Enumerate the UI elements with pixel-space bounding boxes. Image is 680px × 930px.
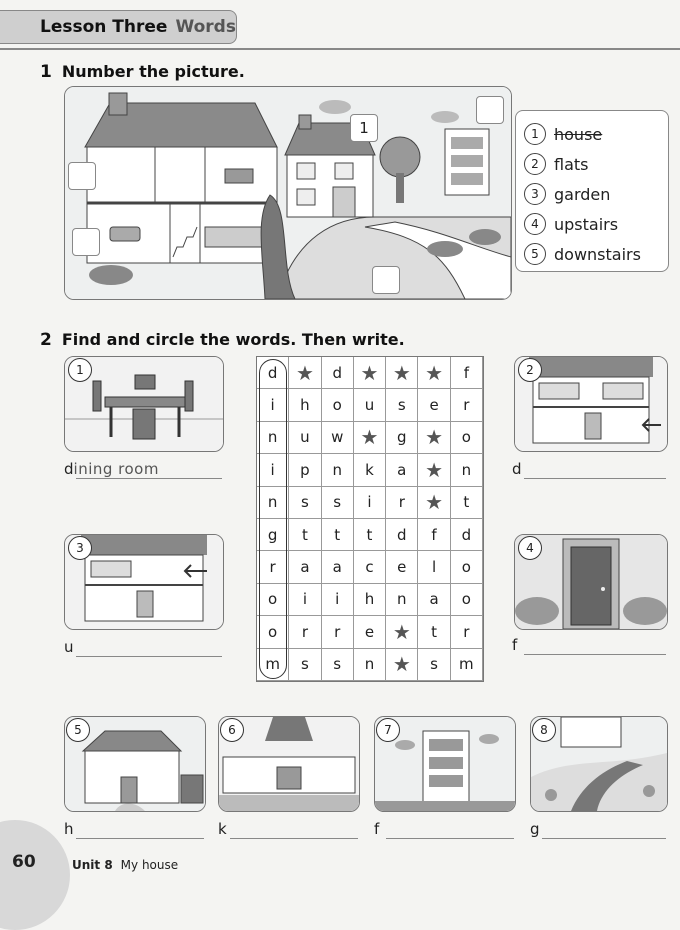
grid-letter[interactable]: p: [289, 454, 321, 486]
page-number: 60: [12, 852, 36, 872]
answer-box-upstairs[interactable]: [68, 162, 96, 190]
star-icon[interactable]: ★: [418, 357, 450, 389]
legend-number: 4: [524, 213, 546, 235]
grid-letter[interactable]: e: [386, 551, 418, 583]
answer-box-house-value: 1: [359, 119, 369, 137]
answer-box-downstairs[interactable]: [72, 228, 100, 256]
legend-number: 5: [524, 243, 546, 265]
grid-letter[interactable]: d: [386, 519, 418, 551]
picture-number: 2: [518, 358, 542, 382]
circled-word-dining-room: [259, 359, 287, 679]
wordsearch-grid: [256, 356, 484, 682]
grid-letter[interactable]: u: [289, 422, 321, 454]
grid-letter[interactable]: h: [354, 584, 386, 616]
picture-number: 6: [220, 718, 244, 742]
grid-letter[interactable]: n: [322, 454, 354, 486]
grid-letter[interactable]: r: [386, 487, 418, 519]
grid-letter[interactable]: i: [289, 584, 321, 616]
picture-number: 5: [66, 718, 90, 742]
grid-letter[interactable]: t: [418, 616, 450, 648]
grid-letter[interactable]: s: [289, 649, 321, 681]
star-icon[interactable]: ★: [418, 422, 450, 454]
grid-letter[interactable]: g: [257, 519, 289, 551]
writing-line: [524, 654, 666, 655]
grid-letter[interactable]: l: [418, 551, 450, 583]
grid-letter[interactable]: i: [257, 389, 289, 421]
grid-letter[interactable]: d: [257, 357, 289, 389]
section1-text: Number the picture.: [61, 62, 245, 81]
word-prefix: f: [512, 636, 518, 654]
grid-letter[interactable]: o: [257, 616, 289, 648]
grid-letter[interactable]: s: [322, 487, 354, 519]
header-rule: [0, 48, 680, 50]
grid-letter[interactable]: n: [257, 487, 289, 519]
footer-unit-label: Unit 8: [72, 858, 113, 872]
legend-word: garden: [554, 184, 611, 204]
footer-unit: [72, 858, 178, 872]
grid-letter[interactable]: e: [418, 389, 450, 421]
section2-text: Find and circle the words. Then write.: [61, 330, 405, 349]
legend-word: house: [554, 124, 603, 144]
grid-letter[interactable]: r: [451, 616, 483, 648]
grid-letter[interactable]: t: [451, 487, 483, 519]
grid-letter[interactable]: s: [418, 649, 450, 681]
legend-item: [524, 243, 641, 265]
grid-letter[interactable]: n: [451, 454, 483, 486]
word-answer: ining room: [73, 460, 159, 478]
word-line-4[interactable]: [512, 636, 517, 654]
picture-number: 7: [376, 718, 400, 742]
legend-number: 1: [524, 123, 546, 145]
legend-number: 3: [524, 183, 546, 205]
legend-item: [524, 183, 610, 205]
house-scene-picture: [64, 86, 512, 300]
grid-letter[interactable]: u: [354, 389, 386, 421]
section-label: Words: [175, 17, 236, 37]
answer-box-flats[interactable]: [476, 96, 504, 124]
word-prefix: u: [64, 638, 74, 656]
lesson-header: [0, 10, 237, 44]
writing-line: [76, 656, 222, 657]
writing-line: [230, 838, 358, 839]
word-line-1[interactable]: [64, 460, 159, 478]
word-line-8[interactable]: [530, 820, 540, 838]
word-line-3[interactable]: [64, 638, 74, 656]
grid-letter[interactable]: f: [451, 357, 483, 389]
star-icon[interactable]: ★: [289, 357, 321, 389]
grid-letter[interactable]: s: [289, 487, 321, 519]
legend-item: [524, 123, 602, 145]
grid-letter[interactable]: r: [451, 389, 483, 421]
grid-letter[interactable]: o: [451, 422, 483, 454]
word-legend: [515, 110, 669, 272]
picture-number: 1: [68, 358, 92, 382]
section1-title: [40, 62, 245, 82]
writing-line: [542, 838, 666, 839]
grid-letter[interactable]: n: [354, 649, 386, 681]
grid-letter[interactable]: a: [289, 551, 321, 583]
answer-box-garden[interactable]: [372, 266, 400, 294]
star-icon[interactable]: ★: [386, 357, 418, 389]
star-icon[interactable]: ★: [354, 422, 386, 454]
grid-letter[interactable]: s: [386, 389, 418, 421]
writing-line: [386, 838, 514, 839]
grid-letter[interactable]: r: [289, 616, 321, 648]
grid-letter[interactable]: w: [322, 422, 354, 454]
writing-line: [76, 478, 222, 479]
grid-letter[interactable]: h: [289, 389, 321, 421]
grid-letter[interactable]: t: [289, 519, 321, 551]
grid-letter[interactable]: g: [386, 422, 418, 454]
word-prefix: d: [64, 460, 74, 478]
grid-letter[interactable]: i: [354, 487, 386, 519]
star-icon[interactable]: ★: [418, 487, 450, 519]
grid-letter[interactable]: r: [322, 616, 354, 648]
answer-box-house[interactable]: [350, 114, 378, 142]
star-icon[interactable]: ★: [354, 357, 386, 389]
word-prefix: d: [512, 460, 522, 478]
grid-letter[interactable]: s: [322, 649, 354, 681]
grid-letter[interactable]: r: [257, 551, 289, 583]
grid-letter[interactable]: o: [257, 584, 289, 616]
section1-number: 1: [40, 62, 52, 82]
grid-letter[interactable]: i: [257, 454, 289, 486]
grid-letter[interactable]: f: [418, 519, 450, 551]
grid-letter[interactable]: e: [354, 616, 386, 648]
section2-title: [40, 330, 405, 350]
star-icon[interactable]: ★: [386, 616, 418, 648]
grid-letter[interactable]: k: [354, 454, 386, 486]
word-prefix: g: [530, 820, 540, 838]
grid-letter[interactable]: n: [386, 584, 418, 616]
grid-letter[interactable]: i: [322, 584, 354, 616]
grid-letter[interactable]: n: [257, 422, 289, 454]
picture-number: 8: [532, 718, 556, 742]
word-line-6[interactable]: [218, 820, 227, 838]
grid-letter[interactable]: o: [451, 584, 483, 616]
legend-word: downstairs: [554, 244, 641, 264]
grid-letter[interactable]: o: [322, 389, 354, 421]
word-prefix: h: [64, 820, 74, 838]
section2-number: 2: [40, 330, 52, 350]
word-prefix: f: [374, 820, 380, 838]
star-icon[interactable]: ★: [386, 649, 418, 681]
writing-line: [76, 838, 204, 839]
word-line-7[interactable]: [374, 820, 379, 838]
lesson-label: Lesson Three: [40, 17, 168, 37]
star-icon[interactable]: ★: [418, 454, 450, 486]
legend-word: flats: [554, 154, 589, 174]
picture-number: 4: [518, 536, 542, 560]
grid-letter[interactable]: o: [451, 551, 483, 583]
grid-letter[interactable]: a: [418, 584, 450, 616]
footer-topic: My house: [120, 858, 179, 872]
grid-letter[interactable]: a: [322, 551, 354, 583]
writing-line: [524, 478, 666, 479]
house-scene-illustration: [65, 87, 511, 299]
grid-letter[interactable]: t: [322, 519, 354, 551]
legend-item: [524, 153, 589, 175]
grid-letter[interactable]: t: [354, 519, 386, 551]
word-line-2[interactable]: [512, 460, 522, 478]
grid-letter[interactable]: a: [386, 454, 418, 486]
legend-word: upstairs: [554, 214, 619, 234]
grid-letter[interactable]: d: [451, 519, 483, 551]
grid-letter[interactable]: d: [322, 357, 354, 389]
legend-number: 2: [524, 153, 546, 175]
page-corner-circle: [0, 820, 70, 930]
grid-letter[interactable]: c: [354, 551, 386, 583]
picture-number: 3: [68, 536, 92, 560]
legend-item: [524, 213, 618, 235]
word-line-5[interactable]: [64, 820, 74, 838]
grid-letter[interactable]: m: [257, 649, 289, 681]
grid-letter[interactable]: m: [451, 649, 483, 681]
word-prefix: k: [218, 820, 227, 838]
